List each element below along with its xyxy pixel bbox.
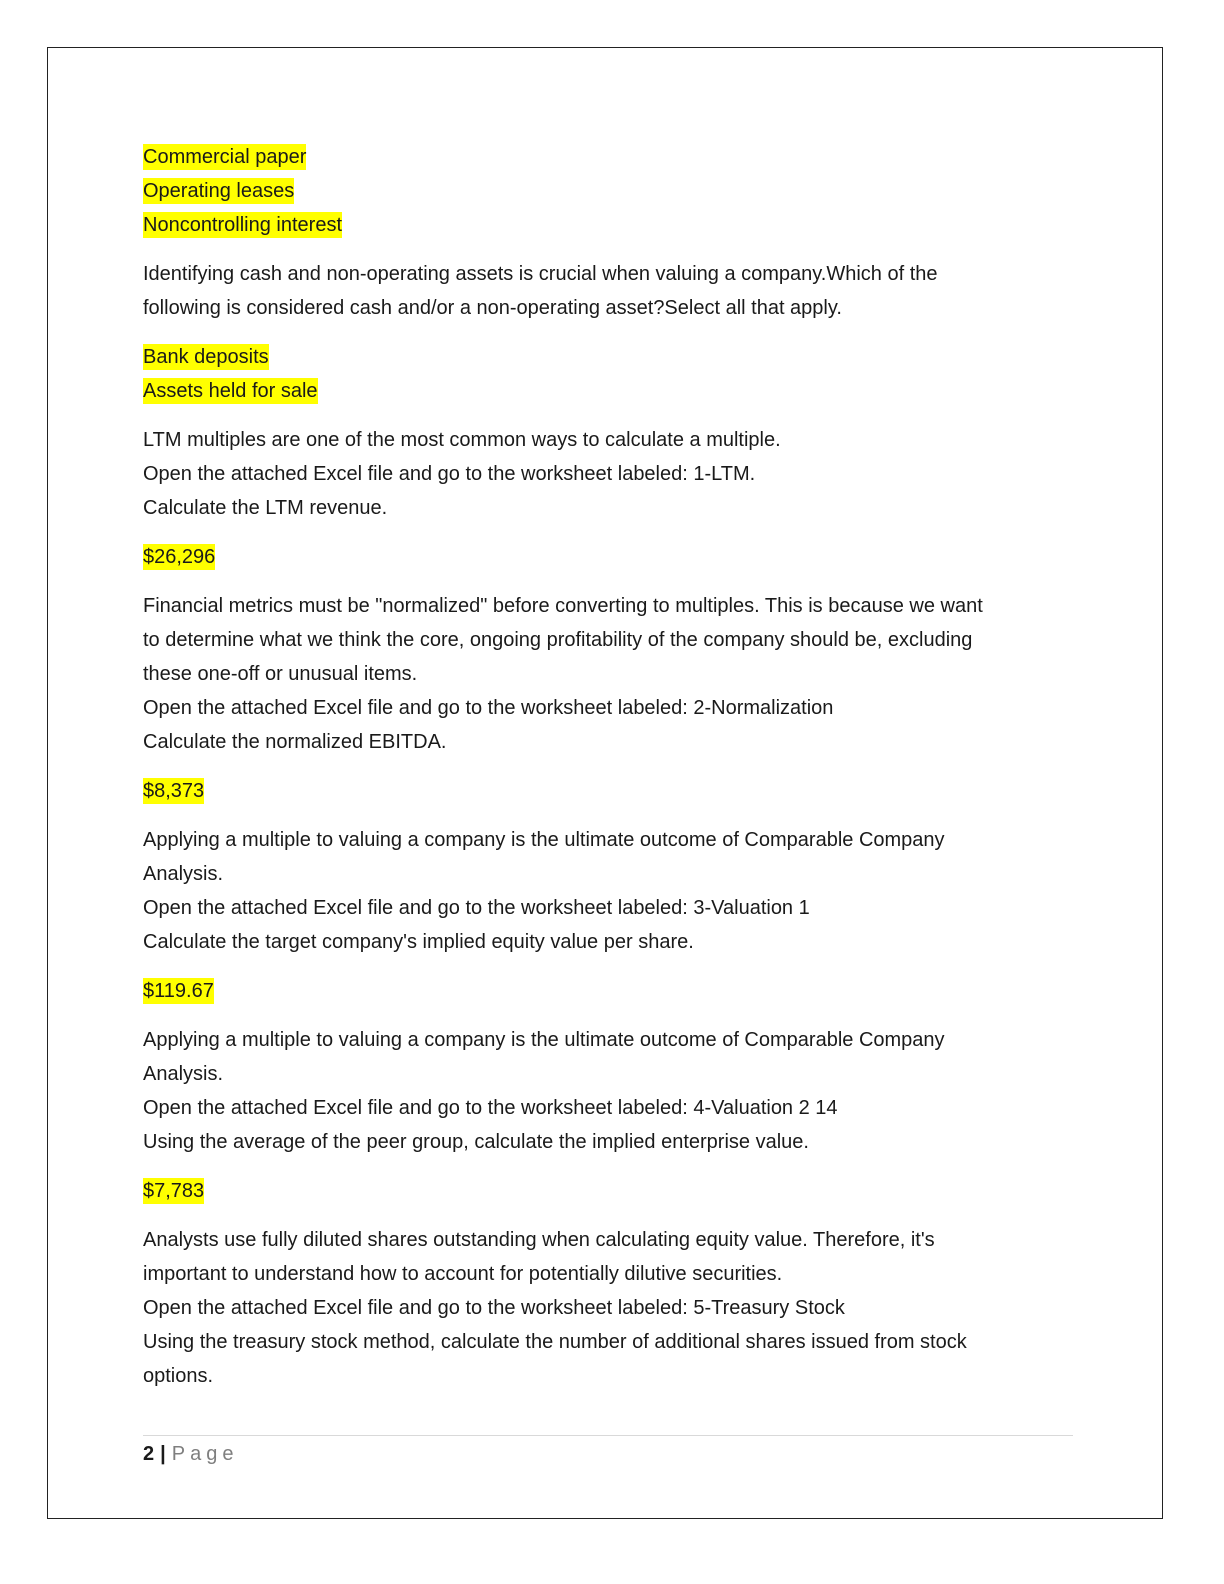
- question-cash-assets: [143, 257, 1073, 325]
- answer-group-cash-assets: [143, 340, 1073, 408]
- question-line: Calculate the target company's implied equity value per share.: [143, 931, 694, 953]
- highlighted-answer: Bank deposits: [143, 346, 269, 368]
- question-line: Analysis.: [143, 863, 224, 885]
- question-line: Open the attached Excel file and go to the worksheet labeled: 5-Treasury Stock: [143, 1297, 845, 1319]
- question-treasury-stock: [143, 1223, 1073, 1393]
- question-line: Calculate the LTM revenue.: [143, 497, 388, 519]
- footer-divider: [143, 1435, 1073, 1436]
- question-line: Applying a multiple to valuing a company is the ultimate outcome of Comparable Company: [143, 1029, 945, 1051]
- answer-group-debt-items: [143, 140, 1073, 242]
- page-footer: [143, 1440, 238, 1468]
- question-line: Analysts use fully diluted shares outstanding when calculating equity value. Therefore, it's: [143, 1229, 935, 1251]
- question-line: Applying a multiple to valuing a company is the ultimate outcome of Comparable Company: [143, 829, 945, 851]
- answer-valuation-1: [143, 974, 1073, 1008]
- highlighted-answer: Noncontrolling interest: [143, 214, 342, 236]
- question-valuation-1: [143, 823, 1073, 959]
- footer-separator: |: [160, 1443, 166, 1465]
- question-line: these one-off or unusual items.: [143, 663, 418, 685]
- question-line: Identifying cash and non-operating assets is crucial when valuing a company.Which of the: [143, 263, 938, 285]
- question-line: Calculate the normalized EBITDA.: [143, 731, 447, 753]
- page-number: 2: [143, 1443, 155, 1465]
- question-line: LTM multiples are one of the most common ways to calculate a multiple.: [143, 429, 781, 451]
- document-body: [143, 140, 1073, 1408]
- question-normalized-ebitda: [143, 589, 1073, 759]
- question-line: Using the treasury stock method, calculate the number of additional shares issued from stock: [143, 1331, 967, 1353]
- question-line: Financial metrics must be "normalized" before converting to multiples. This is because we want: [143, 595, 983, 617]
- question-line: to determine what we think the core, ongoing profitability of the company should be, excluding: [143, 629, 973, 651]
- question-line: Open the attached Excel file and go to the worksheet labeled: 1-LTM.: [143, 463, 756, 485]
- question-valuation-2: [143, 1023, 1073, 1159]
- answer-valuation-2: [143, 1174, 1073, 1208]
- question-line: Using the average of the peer group, calculate the implied enterprise value.: [143, 1131, 809, 1153]
- highlighted-answer: Commercial paper: [143, 146, 307, 168]
- question-line: Analysis.: [143, 1063, 224, 1085]
- question-line: following is considered cash and/or a non-operating asset?Select all that apply.: [143, 297, 842, 319]
- highlighted-answer: $7,783: [143, 1180, 205, 1202]
- highlighted-answer: Assets held for sale: [143, 380, 318, 402]
- answer-normalized-ebitda: [143, 774, 1073, 808]
- highlighted-answer: Operating leases: [143, 180, 295, 202]
- question-line: important to understand how to account for potentially dilutive securities.: [143, 1263, 783, 1285]
- highlighted-answer: $26,296: [143, 546, 216, 568]
- highlighted-answer: $119.67: [143, 980, 214, 1002]
- question-line: Open the attached Excel file and go to the worksheet labeled: 4-Valuation 2 14: [143, 1097, 838, 1119]
- page-label: Page: [171, 1443, 239, 1465]
- question-ltm-revenue: [143, 423, 1073, 525]
- question-line: options.: [143, 1365, 214, 1387]
- question-line: Open the attached Excel file and go to the worksheet labeled: 3-Valuation 1: [143, 897, 810, 919]
- answer-ltm-revenue: [143, 540, 1073, 574]
- highlighted-answer: $8,373: [143, 780, 205, 802]
- question-line: Open the attached Excel file and go to the worksheet labeled: 2-Normalization: [143, 697, 834, 719]
